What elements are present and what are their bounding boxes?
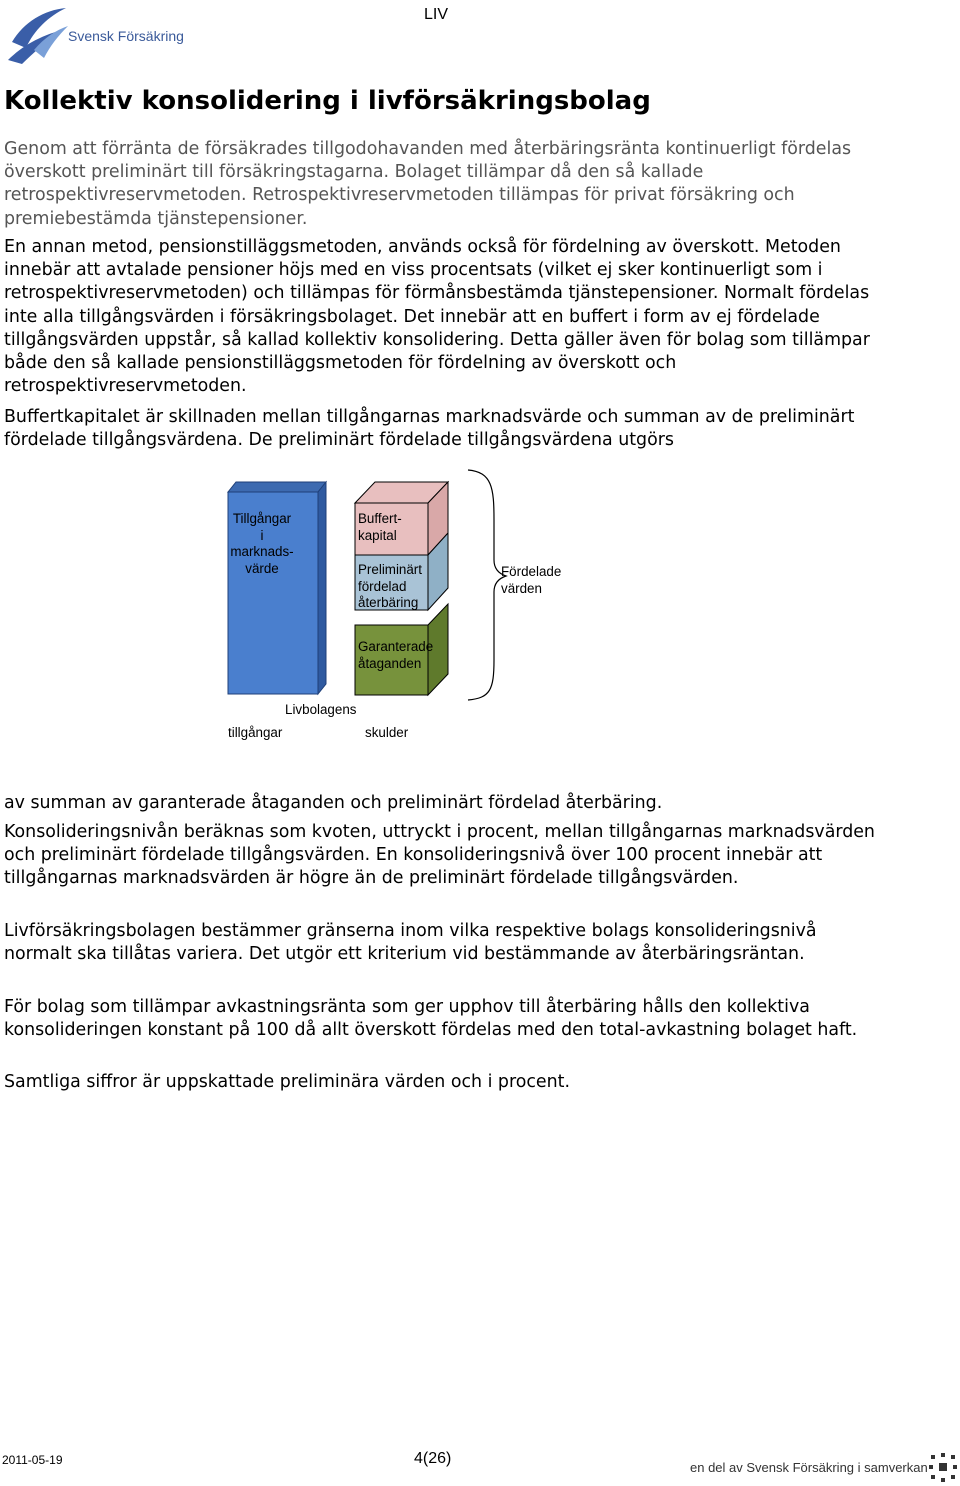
paragraph-limits: Livförsäkringsbolagen bestämmer gränserna inom vilka respektive bolags konsolideringsnivå normalt ska tillåtas variera. Det utgör ett kriterium vid bestämmande av återbäringsräntan. <box>4 921 817 965</box>
distributed-label: Fördelade värden <box>501 564 562 596</box>
paragraph-sum: av summan av garanterade åtaganden och preliminärt fördelad återbäring. <box>4 793 663 813</box>
assets-block-top <box>228 482 326 492</box>
paragraph-method: En annan metod, pensionstilläggsmetoden, används också för fördelning av överskott. Metoden innebär att avtalade pensioner höjs med en viss procentsats (vilket ej sker kontinuerligt som i retrospektivreservmetoden) och tillämpas för förmånsbestämda tjänstepensioner. Normalt fördelas inte alla tillgångsvärden i försäkringsbolaget. Det innebär att en buffert i form av ej fördelade tillgångsvärden uppstår, så kallad kollektiv konsolidering. Detta gäller även för bolag som tillämpar både den så kallade pensionstilläggsmetoden för fördelning av överskott och retrospektivreservmetoden. <box>4 237 870 397</box>
diagram-graphic <box>0 460 960 760</box>
paragraph-buffer: Buffertkapitalet är skillnaden mellan tillgångarnas marknadsvärde och summan av de preliminärt fördelade tillgångsvärdena. De preliminärt fördelade tillgångsvärdena utgörs <box>4 407 855 451</box>
assets-label: Tillgångar i marknads- värde <box>230 511 294 576</box>
paragraph-return: För bolag som tillämpar avkastningsränta som ger upphov till återbäring hålls den kollektiva konsolideringen konstant på 100 då allt överskott fördelas med den total-avkastning bolaget haft. <box>4 997 858 1041</box>
consolidation-diagram <box>0 460 960 760</box>
page-title: Kollektiv konsolidering i livförsäkringsbolag <box>4 86 651 116</box>
caption-left: tillgångar <box>228 725 283 740</box>
page-number: 4(26) <box>414 1450 452 1467</box>
brand-name: Svensk Försäkring <box>68 28 184 44</box>
caption-right: skulder <box>365 725 409 740</box>
section-label: LIV <box>424 6 449 23</box>
paragraph-level: Konsolideringsnivån beräknas som kvoten, uttryckt i procent, mellan tillgångarnas marknadsvärden och preliminärt fördelade tillgångsvärden. En konsolideringsnivå över 100 procent innebär att tillgångarnas marknadsvärden är högre än de preliminärt fördelade tillgångsvärden. <box>4 822 875 889</box>
paragraph-note: Samtliga siffror är uppskattade preliminära värden och i procent. <box>4 1072 571 1092</box>
guaranteed-label: Garanterade åtaganden <box>358 639 434 671</box>
paragraph-intro: Genom att förränta de försäkrades tillgodohavanden med återbäringsränta kontinuerligt fördelas överskott preliminärt till försäkringstagarna. Bolaget tillämpar då den så kallade retrospektivreservmetoden. Retrospektivreservmetoden tillämpas för privat försäkring och premiebestämda tjänstepensioner. <box>4 139 852 229</box>
caption-top: Livbolagens <box>285 702 357 717</box>
footer-date: 2011-05-19 <box>2 1453 63 1467</box>
footer-logo-icon <box>928 1452 958 1484</box>
assets-block-side <box>318 482 326 694</box>
buffer-label: Buffert- kapital <box>358 511 402 543</box>
preliminary-label: Preliminärt fördelad återbäring <box>358 562 422 610</box>
footer-tagline: en del av Svensk Försäkring i samverkan <box>690 1460 928 1475</box>
